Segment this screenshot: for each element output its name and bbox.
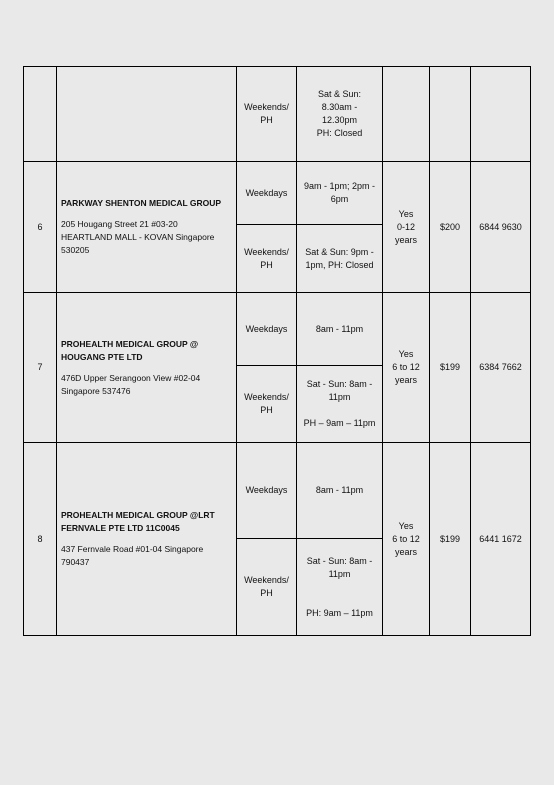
cell-fee <box>430 67 471 162</box>
phone: 6384 7662 <box>471 293 531 443</box>
weekday-hours: 8am - 11pm <box>297 293 383 366</box>
clinic-name: PROHEALTH MEDICAL GROUP @LRT FERNVALE PTE LTD 11C0045 <box>61 510 215 533</box>
weekday-label: Weekdays <box>237 293 297 366</box>
clinic-info <box>57 162 237 293</box>
clinic-number: 6 <box>24 162 57 293</box>
clinic-number: 7 <box>24 293 57 443</box>
cell-day-label: Weekends/ PH <box>237 67 297 162</box>
clinic-info <box>57 293 237 443</box>
clinic-address: 437 Fernvale Road #01-04 Singapore 790437 <box>61 544 204 567</box>
cell-phone <box>471 67 531 162</box>
weekday-label: Weekdays <box>237 443 297 539</box>
weekday-hours: 8am - 11pm <box>297 443 383 539</box>
cell-eligibility <box>383 67 430 162</box>
fee: $200 <box>430 162 471 293</box>
table-row <box>24 162 531 225</box>
cell-hours: Sat & Sun: 8.30am - 12.30pm PH: Closed <box>297 67 383 162</box>
phone: 6441 1672 <box>471 443 531 636</box>
weekend-label: Weekends/ PH <box>237 539 297 636</box>
weekday-hours: 9am - 1pm; 2pm - 6pm <box>297 162 383 225</box>
clinic-info <box>57 443 237 636</box>
phone: 6844 9630 <box>471 162 531 293</box>
weekend-hours: Sat - Sun: 8am - 11pm PH – 9am – 11pm <box>297 366 383 443</box>
clinic-address: 476D Upper Serangoon View #02-04 Singapore 537476 <box>61 372 201 396</box>
clinic-name: PROHEALTH MEDICAL GROUP @ HOUGANG PTE LTD <box>61 338 199 362</box>
fee: $199 <box>430 443 471 636</box>
table-row <box>24 293 531 366</box>
eligibility: Yes 0-12 years <box>383 162 430 293</box>
cell-no <box>24 67 57 162</box>
eligibility: Yes 6 to 12 years <box>383 293 430 443</box>
table-row <box>24 443 531 539</box>
clinic-name: PARKWAY SHENTON MEDICAL GROUP <box>61 198 222 208</box>
clinic-number: 8 <box>24 443 57 636</box>
weekend-hours: Sat - Sun: 8am - 11pm PH: 9am – 11pm <box>297 539 383 636</box>
clinic-address: 205 Hougang Street 21 #03-20 HEARTLAND MALL - KOVAN Singapore 530205 <box>61 219 215 255</box>
eligibility: Yes 6 to 12 years <box>383 443 430 636</box>
fee: $199 <box>430 293 471 443</box>
weekend-hours: Sat & Sun: 9pm - 1pm, PH: Closed <box>297 225 383 293</box>
clinic-table <box>23 66 531 636</box>
weekend-label: Weekends/ PH <box>237 225 297 293</box>
table-row-continuation <box>24 67 531 162</box>
cell-clinic <box>57 67 237 162</box>
weekday-label: Weekdays <box>237 162 297 225</box>
weekend-label: Weekends/ PH <box>237 366 297 443</box>
